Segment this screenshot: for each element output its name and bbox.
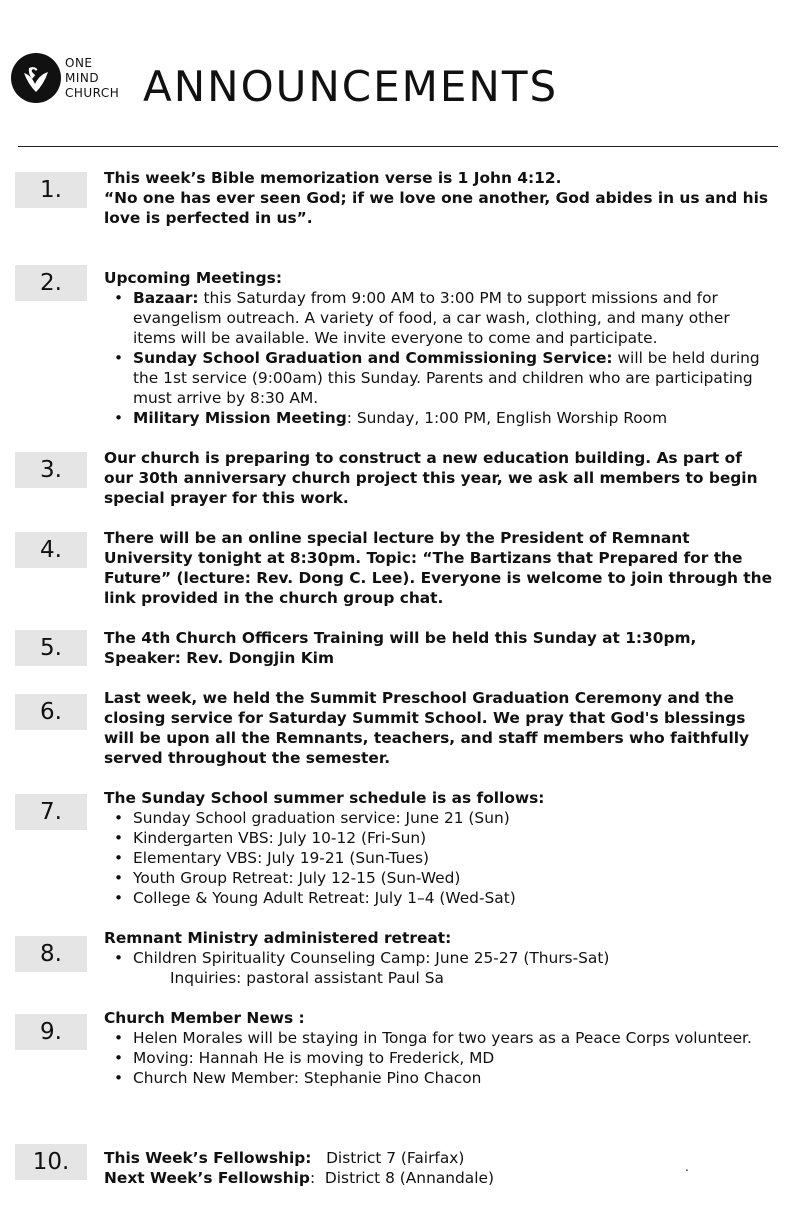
footer-mark: . — [685, 1160, 689, 1174]
item-text: There will be an online special lecture by the President of Remnant University tonight at 8:30pm. Topic: “The Bartizans that Prepared for the Future” (lecture: Rev. Dong C. Lee). Everyone is welcome to join through the link provided in the church group chat. — [104, 529, 773, 607]
header — [0, 0, 792, 150]
this-week-label: This Week’s Fellowship: — [104, 1149, 312, 1167]
church-logo-icon — [11, 53, 61, 103]
item-text: Church Member News : • Helen Morales will be staying in Tonga for two years as a Peace Corps volunteer. • Moving: Hannah He is moving to Frederick, MD • Church New Member: Stephanie Pino Chacon — [104, 1008, 776, 1088]
item-text: This week’s Bible memorization verse is 1 John 4:12. “No one has ever seen God; if we love one another, God abides in us and his love is perfected in us”. — [104, 169, 769, 227]
item-number: 6. — [15, 694, 87, 730]
next-week-value: : District 8 (Annandale) — [309, 1169, 494, 1187]
list-item: • Military Mission Meeting: Sunday, 1:00 PM, English Worship Room — [104, 408, 776, 428]
item-number: 4. — [15, 532, 87, 568]
item-number: 5. — [15, 630, 87, 666]
item-number: 10. — [15, 1144, 87, 1180]
list-item: • College & Young Adult Retreat: July 1–4 (Wed-Sat) — [104, 888, 776, 908]
item-text: Our church is preparing to construct a new education building. As part of our 30th anniversary church project this year, we ask all members to begin special prayer for this work. — [104, 449, 758, 507]
schedule-list — [104, 808, 776, 908]
this-week-value: District 7 (Fairfax) — [311, 1149, 465, 1167]
list-item: • Elementary VBS: July 19-21 (Sun-Tues) — [104, 848, 776, 868]
list-item: • Sunday School Graduation and Commissioning Service: will be held during the 1st service (9:00am) this Sunday. Parents and children who are participating must arrive by 8:30 AM. — [104, 348, 776, 408]
item-text — [104, 1148, 776, 1188]
item-text: The Sunday School summer schedule is as follows: • Sunday School graduation service: June 21 (Sun) • Kindergarten VBS: July 10-12 (Fri-Sun) • Elementary VBS: July 19-21 (Sun-Tues) • Youth Group Retreat: July 12-15 (Sun-Wed) • College & Young Adult Retreat: July 1–4 (Wed-Sat) — [104, 788, 776, 908]
list-item: • Moving: Hannah He is moving to Frederick, MD — [104, 1048, 776, 1068]
item-text: The 4th Church Officers Training will be held this Sunday at 1:30pm, Speaker: Rev. Dongjin Kim — [104, 629, 697, 667]
next-week-label: Next Week’s Fellowship — [104, 1169, 310, 1187]
item-number: 3. — [15, 452, 87, 488]
list-item: • Church New Member: Stephanie Pino Chacon — [104, 1068, 776, 1088]
item-text: Upcoming Meetings: • Bazaar: this Saturday from 9:00 AM to 3:00 PM to support missions and for evangelism outreach. A variety of food, a car wash, clothing, and many other items will be available. We invite everyone to come and participate. • Sunday School Graduation and Commissioning Service: will be held during the 1st service (9:00am) this Sunday. Parents and children who are participating must arrive by 8:30 AM. • Military Mission Meeting: Sunday, 1:00 PM, English Worship Room — [104, 268, 776, 428]
item-number: 9. — [15, 1014, 87, 1050]
item-number: 2. — [15, 265, 87, 301]
item-text: Last week, we held the Summit Preschool Graduation Ceremony and the closing service for Saturday Summit School. We pray that God's blessings will be upon all the Remnants, teachers, and staff members who faithfully served throughout the semester. — [104, 689, 750, 767]
list-item: • Sunday School graduation service: June 21 (Sun) — [104, 808, 776, 828]
logo-wordmark: ONE MIND CHURCH — [65, 56, 120, 100]
item-number: 1. — [15, 172, 87, 208]
item-number: 8. — [15, 936, 87, 972]
list-item: • Children Spirituality Counseling Camp: June 25-27 (Thurs-Sat) — [104, 948, 776, 968]
list-item: • Helen Morales will be staying in Tonga for two years as a Peace Corps volunteer. — [104, 1028, 776, 1048]
list-item: • Youth Group Retreat: July 12-15 (Sun-Wed) — [104, 868, 776, 888]
item-number: 7. — [15, 794, 87, 830]
member-news-list — [104, 1028, 776, 1088]
header-divider — [18, 146, 778, 147]
meeting-list — [104, 288, 776, 428]
list-item: • Bazaar: this Saturday from 9:00 AM to 3:00 PM to support missions and for evangelism outreach. A variety of food, a car wash, clothing, and many other items will be available. We invite everyone to come and participate. — [104, 288, 776, 348]
page-title: ANNOUNCEMENTS — [143, 62, 559, 111]
list-item: • Kindergarten VBS: July 10-12 (Fri-Sun) — [104, 828, 776, 848]
inquiry-note: Inquiries: pastoral assistant Paul Sa — [170, 969, 444, 987]
retreat-list — [104, 948, 776, 968]
item-text: Remnant Ministry administered retreat: • Children Spirituality Counseling Camp: June 25-27 (Thurs-Sat) Inquiries: pastoral assistant Paul Sa — [104, 928, 776, 988]
